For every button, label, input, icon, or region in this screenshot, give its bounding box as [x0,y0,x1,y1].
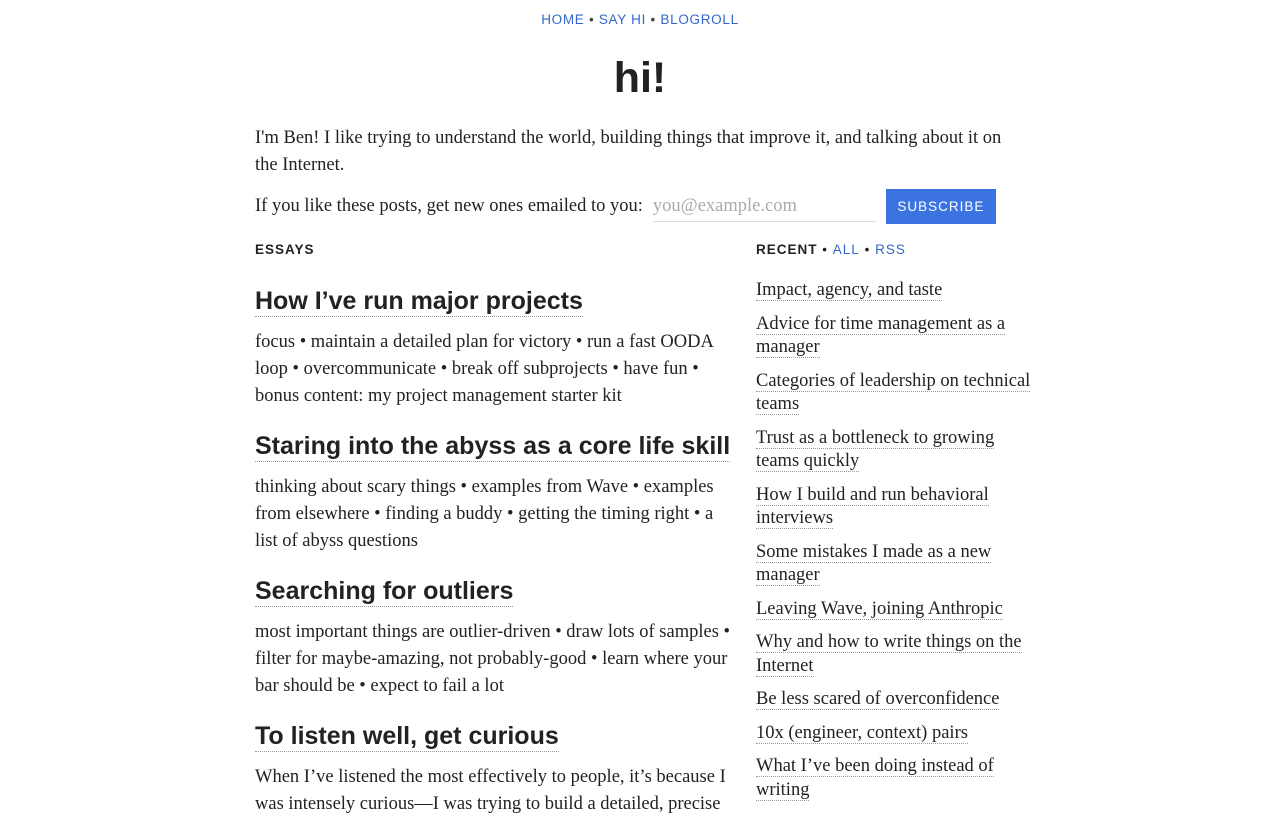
recent-post-link[interactable]: Impact, agency, and taste [756,280,943,300]
email-field[interactable] [653,191,876,222]
recent-post-link[interactable]: Some mistakes I made as a new manager [756,541,992,585]
intro-text: I'm Ben! I like trying to understand the world, building things that improve it, and talking about it on the Internet. [255,128,1002,175]
list-item [756,313,1036,360]
essay-description: thinking about scary things • examples from Wave • examples from elsewhere • finding a buddy • getting the timing right • a list of abyss questions [255,477,714,551]
recent-separator: • [864,242,871,257]
essay-title-link[interactable]: To listen well, get curious [255,722,559,750]
essay-description: focus • maintain a detailed plan for victory • run a fast OODA loop • overcommunicate • break off subprojects • have fun • bonus content: my project management starter kit [255,332,713,406]
essays-section [255,242,737,818]
recent-post-link[interactable]: 10x (engineer, context) pairs [756,722,968,743]
top-nav [0,12,1280,27]
list-item [756,427,1036,474]
recent-post-link[interactable]: What I’ve been doing instead of writing [756,756,994,800]
list-item [756,484,1036,531]
list-item [756,631,1036,678]
nav-blogroll-link[interactable]: BLOGROLL [660,12,739,27]
recent-post-link[interactable]: Why and how to write things on the Internet [756,632,1022,676]
recent-heading: RECENT [756,242,818,257]
essay-description: most important things are outlier-driven • draw lots of samples • filter for maybe-amazing, not probably-good • learn where your bar should be • expect to fail a lot [255,622,730,696]
essay-item [255,721,737,818]
recent-post-link[interactable]: Advice for time management as a manager [756,313,1006,357]
essay-item [255,576,737,700]
subscribe-label: If you like these posts, get new ones emailed to you: [255,196,643,216]
recent-sidebar [756,242,1036,812]
list-item [756,755,1036,802]
page-title: hi! [613,54,667,102]
nav-say-hi-link[interactable]: SAY HI [598,12,647,27]
list-item [756,541,1036,588]
recent-separator: • [822,242,829,257]
rss-link[interactable]: RSS [875,242,906,257]
nav-separator: • [650,12,656,27]
list-item [756,688,1036,712]
recent-heading-row [756,242,1036,257]
essays-heading: ESSAYS [255,242,315,257]
recent-post-link[interactable]: Leaving Wave, joining Anthropic [756,598,1003,619]
recent-post-link[interactable]: How I build and run behavioral interviews [756,484,989,528]
list-item [756,722,1036,746]
essay-description: When I’ve listened the most effectively to people, it’s because I was intensely curious—I was trying to build a detailed, precise [255,767,726,814]
essay-item [255,286,737,410]
recent-post-link[interactable]: Trust as a bottleneck to growing teams quickly [756,427,995,471]
list-item [756,598,1036,622]
essay-item [255,431,737,555]
list-item [756,370,1036,417]
nav-home-link[interactable]: HOME [541,12,585,27]
subscribe-form [255,189,996,224]
essay-title-link[interactable]: Searching for outliers [255,577,514,605]
recent-post-link[interactable]: Be less scared of overconfidence [756,689,1000,709]
recent-post-link[interactable]: Categories of leadership on technical teams [756,370,1031,414]
essay-title-link[interactable]: How I’ve run major projects [255,287,583,315]
nav-separator: • [588,12,595,27]
subscribe-button[interactable]: SUBSCRIBE [886,189,996,224]
list-item [756,279,1036,303]
essay-title-link[interactable]: Staring into the abyss as a core life skill [255,432,731,460]
all-posts-link[interactable]: ALL [832,242,860,257]
recent-post-list [756,279,1036,802]
